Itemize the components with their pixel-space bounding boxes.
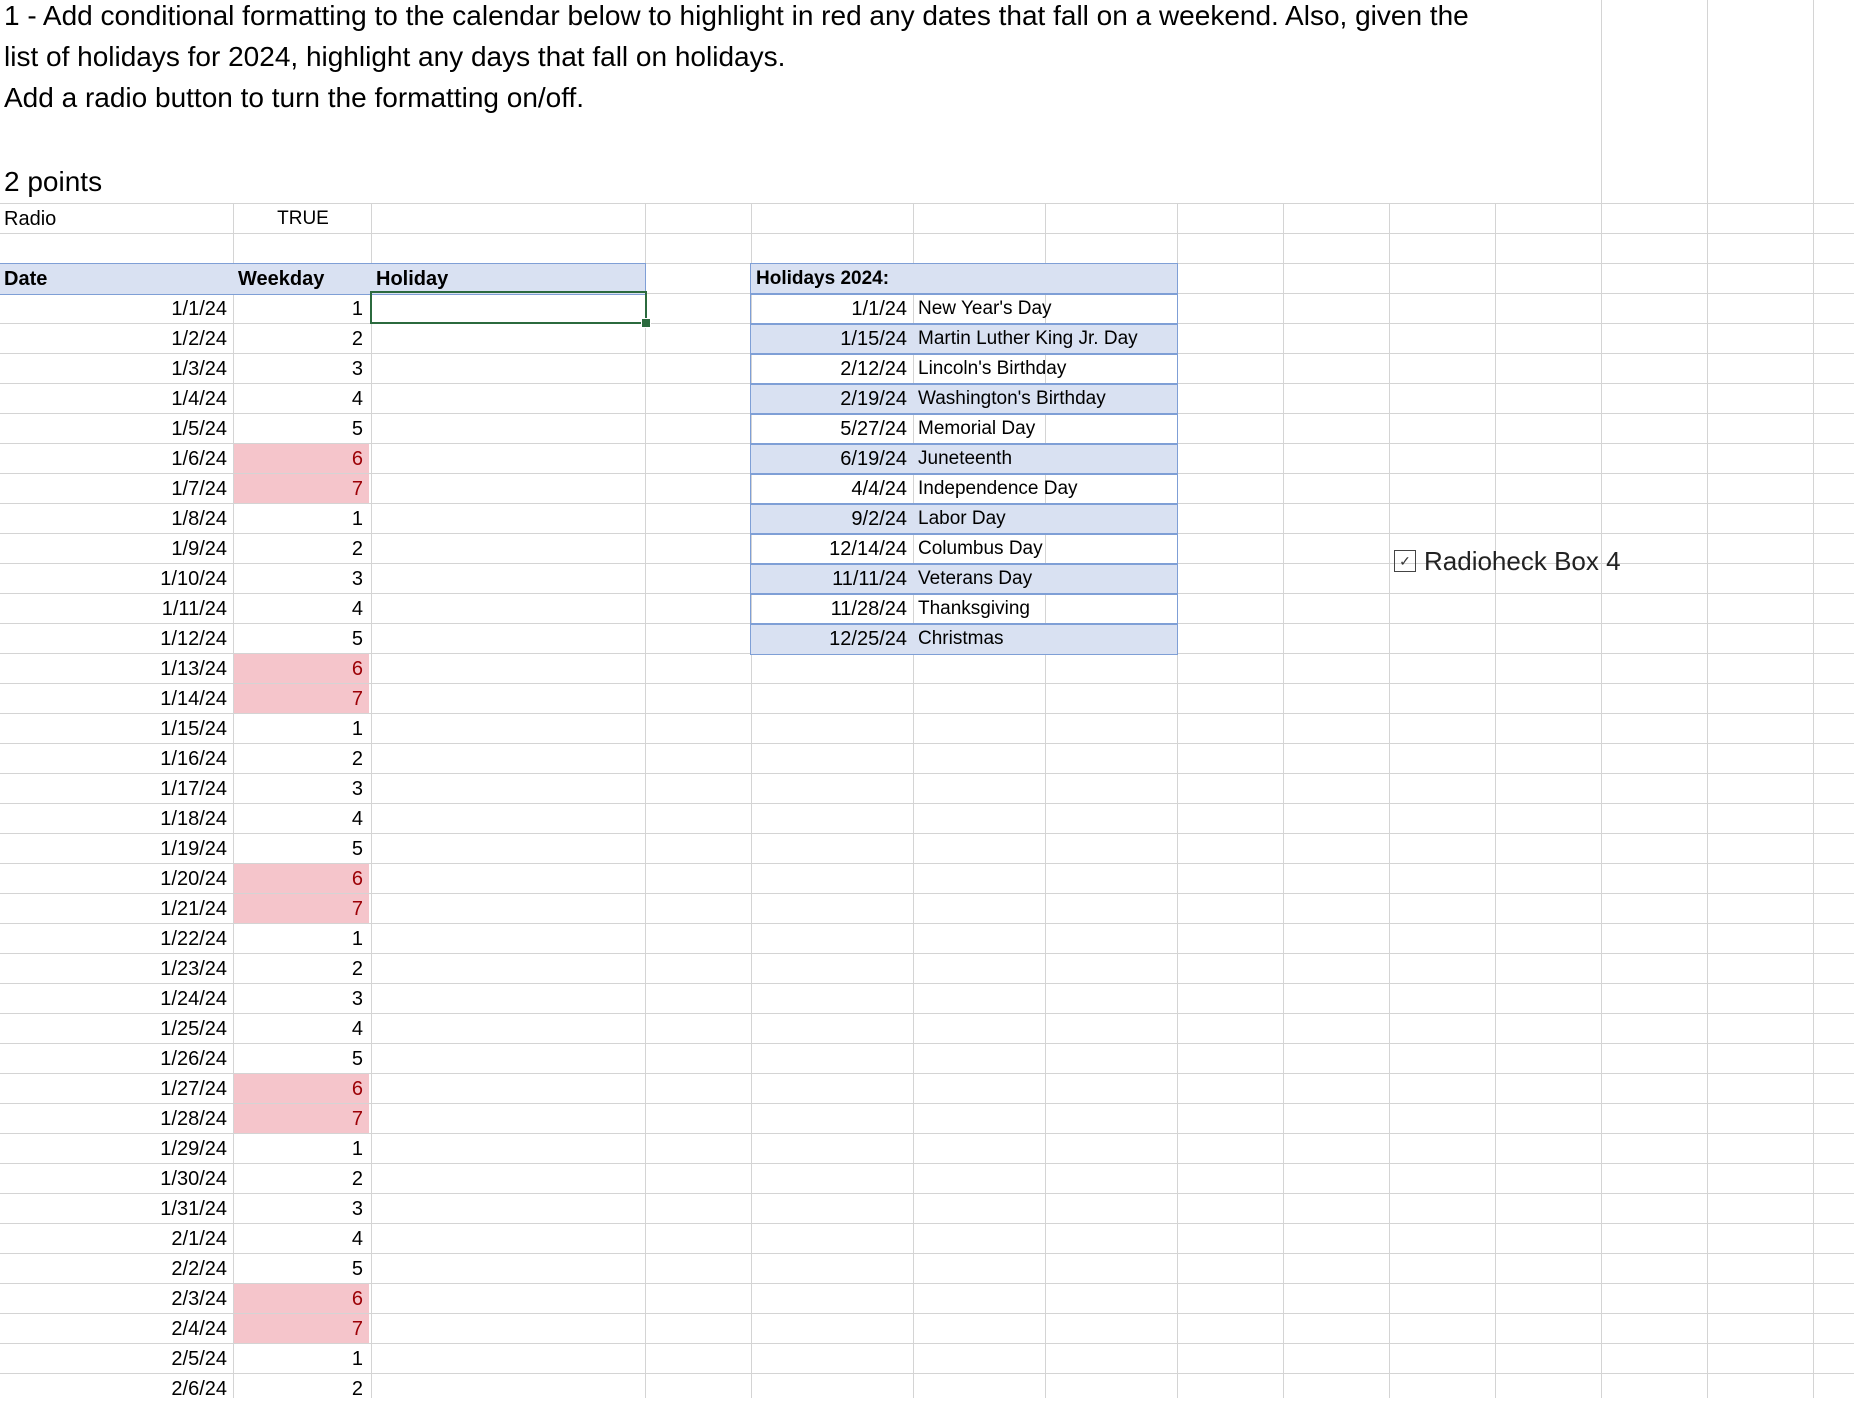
holiday-name-cell[interactable]: Columbus Day xyxy=(918,538,1043,559)
holiday-date-cell[interactable]: 1/1/24 xyxy=(851,298,907,320)
weekday-cell[interactable]: 1 xyxy=(351,1348,363,1370)
weekday-cell[interactable]: 5 xyxy=(351,628,363,650)
weekday-cell[interactable]: 3 xyxy=(351,1198,363,1220)
weekday-cell[interactable]: 3 xyxy=(351,988,363,1010)
holiday-name-cell[interactable]: Washington's Birthday xyxy=(918,388,1106,409)
holiday-row-border xyxy=(751,473,1177,475)
weekday-cell[interactable]: 4 xyxy=(351,598,363,620)
weekday-cell-weekend[interactable]: 7 xyxy=(234,474,369,503)
calendar-date-cell[interactable]: 1/13/24 xyxy=(160,658,227,680)
weekday-cell-weekend[interactable]: 7 xyxy=(234,1314,369,1343)
holiday-row-border xyxy=(751,533,1177,535)
calendar-date-cell[interactable]: 1/4/24 xyxy=(171,388,227,410)
calendar-date-cell[interactable]: 1/7/24 xyxy=(171,478,227,500)
calendar-date-cell[interactable]: 2/2/24 xyxy=(171,1258,227,1280)
holiday-name-cell[interactable]: Memorial Day xyxy=(918,418,1036,439)
holiday-name-cell[interactable]: Labor Day xyxy=(918,508,1006,529)
holiday-row-border xyxy=(751,443,1177,445)
instruction-line-2: list of holidays for 2024, highlight any days that fall on holidays. xyxy=(4,41,786,72)
column-gridline xyxy=(1601,0,1602,1398)
holiday-name-cell[interactable]: Thanksgiving xyxy=(918,598,1030,619)
weekday-cell[interactable]: 4 xyxy=(351,1018,363,1040)
calendar-date-cell[interactable]: 2/4/24 xyxy=(171,1318,227,1340)
weekday-cell-weekend[interactable]: 7 xyxy=(234,1104,369,1133)
holiday-name-cell[interactable]: Lincoln's Birthday xyxy=(918,358,1067,379)
calendar-date-cell[interactable]: 1/28/24 xyxy=(160,1108,227,1130)
holiday-row-border xyxy=(751,353,1177,355)
weekday-cell[interactable]: 5 xyxy=(351,1048,363,1070)
holiday-date-cell[interactable]: 2/19/24 xyxy=(840,388,907,410)
weekday-cell[interactable]: 2 xyxy=(351,328,363,350)
holiday-date-cell[interactable]: 4/4/24 xyxy=(851,478,907,500)
holidays-title[interactable]: Holidays 2024: xyxy=(756,268,890,289)
instruction-line-1: 1 - Add conditional formatting to the calendar below to highlight in red any dates that fall on a weekend. Also, given the xyxy=(4,0,1469,31)
weekday-cell[interactable]: 4 xyxy=(351,388,363,410)
holiday-date-cell[interactable]: 1/15/24 xyxy=(840,328,907,350)
weekday-cell-weekend[interactable]: 7 xyxy=(234,894,369,923)
fill-handle[interactable] xyxy=(641,318,651,328)
calendar-date-cell[interactable]: 1/25/24 xyxy=(160,1018,227,1040)
holiday-date-cell[interactable]: 5/27/24 xyxy=(840,418,907,440)
holiday-row-border xyxy=(751,503,1177,505)
radio-value-cell[interactable]: TRUE xyxy=(277,208,329,229)
column-gridline xyxy=(1813,0,1814,1398)
weekday-cell[interactable]: 3 xyxy=(351,778,363,800)
holiday-date-cell[interactable]: 12/14/24 xyxy=(829,538,907,560)
calendar-date-cell[interactable]: 1/2/24 xyxy=(171,328,227,350)
holiday-name-cell[interactable]: Christmas xyxy=(918,628,1004,649)
weekday-cell-weekend[interactable]: 6 xyxy=(234,444,369,473)
weekday-cell[interactable]: 1 xyxy=(351,1138,363,1160)
calendar-date-cell[interactable]: 1/23/24 xyxy=(160,958,227,980)
holiday-date-cell[interactable]: 12/25/24 xyxy=(829,628,907,650)
calendar-date-cell[interactable]: 2/1/24 xyxy=(171,1228,227,1250)
calendar-date-cell[interactable]: 1/26/24 xyxy=(160,1048,227,1070)
date-column-header[interactable]: Date xyxy=(4,268,48,290)
weekday-cell[interactable]: 2 xyxy=(351,538,363,560)
instruction-line-3: Add a radio button to turn the formatting on/off. xyxy=(4,82,585,113)
weekday-cell[interactable]: 2 xyxy=(351,1168,363,1190)
calendar-date-cell[interactable]: 1/18/24 xyxy=(160,808,227,830)
calendar-date-cell[interactable]: 1/19/24 xyxy=(160,838,227,860)
weekday-cell[interactable]: 4 xyxy=(351,808,363,830)
holiday-date-cell[interactable]: 11/11/24 xyxy=(832,568,907,590)
radio-label-cell[interactable]: Radio xyxy=(4,208,57,230)
calendar-date-cell[interactable]: 1/14/24 xyxy=(160,688,227,710)
weekday-column-header[interactable]: Weekday xyxy=(238,268,325,290)
holidays-table-border xyxy=(750,263,1178,655)
weekday-cell[interactable]: 3 xyxy=(351,568,363,590)
calendar-date-cell[interactable]: 1/16/24 xyxy=(160,748,227,770)
weekday-cell[interactable]: 1 xyxy=(351,718,363,740)
points-label: 2 points xyxy=(4,166,103,197)
weekday-cell[interactable]: 2 xyxy=(351,1378,363,1400)
weekday-cell[interactable]: 1 xyxy=(351,298,363,320)
weekday-cell[interactable]: 1 xyxy=(351,508,363,530)
calendar-date-cell[interactable]: 1/11/24 xyxy=(161,598,227,620)
weekday-cell[interactable]: 5 xyxy=(351,838,363,860)
holiday-date-cell[interactable]: 2/12/24 xyxy=(840,358,907,380)
weekday-cell-weekend[interactable]: 6 xyxy=(234,654,369,683)
holiday-name-cell[interactable]: Martin Luther King Jr. Day xyxy=(918,328,1138,349)
holiday-date-cell[interactable]: 6/19/24 xyxy=(840,448,907,470)
weekday-cell[interactable]: 5 xyxy=(351,1258,363,1280)
holiday-column-header[interactable]: Holiday xyxy=(376,268,449,290)
holiday-name-cell[interactable]: Veterans Day xyxy=(918,568,1033,589)
holiday-row-border xyxy=(751,293,1177,295)
holiday-row-border xyxy=(751,413,1177,415)
weekday-cell-weekend[interactable]: 6 xyxy=(234,864,369,893)
calendar-date-cell[interactable]: 1/31/24 xyxy=(160,1198,227,1220)
holiday-row-border xyxy=(751,623,1177,625)
weekday-cell[interactable]: 4 xyxy=(351,1228,363,1250)
weekday-cell-weekend[interactable]: 6 xyxy=(234,1074,369,1103)
checkbox-icon[interactable]: ✓ xyxy=(1394,550,1416,572)
holiday-row-border xyxy=(751,323,1177,325)
calendar-date-cell[interactable]: 1/9/24 xyxy=(171,538,227,560)
calendar-date-cell[interactable]: 2/3/24 xyxy=(171,1288,227,1310)
weekday-cell-weekend[interactable]: 7 xyxy=(234,684,369,713)
holiday-name-cell[interactable]: New Year's Day xyxy=(918,298,1052,319)
calendar-date-cell[interactable]: 1/5/24 xyxy=(171,418,227,440)
holiday-row-border xyxy=(751,593,1177,595)
weekday-cell[interactable]: 2 xyxy=(351,958,363,980)
column-gridline xyxy=(1707,0,1708,1398)
calendar-date-cell[interactable]: 1/1/24 xyxy=(171,298,227,320)
calendar-date-cell[interactable]: 1/20/24 xyxy=(160,868,227,890)
calendar-date-cell[interactable]: 1/27/24 xyxy=(160,1078,227,1100)
holiday-date-cell[interactable]: 11/28/24 xyxy=(830,598,907,620)
calendar-date-cell[interactable]: 1/10/24 xyxy=(160,568,227,590)
weekday-cell[interactable]: 2 xyxy=(351,748,363,770)
selected-cell-holiday[interactable] xyxy=(370,291,647,324)
calendar-date-cell[interactable]: 1/6/24 xyxy=(171,448,227,470)
calendar-date-cell[interactable]: 1/17/24 xyxy=(160,778,227,800)
holiday-name-cell[interactable]: Juneteenth xyxy=(918,448,1013,469)
weekday-cell[interactable]: 3 xyxy=(351,358,363,380)
calendar-date-cell[interactable]: 2/5/24 xyxy=(171,1348,227,1370)
holiday-name-cell[interactable]: Independence Day xyxy=(918,478,1078,499)
calendar-date-cell[interactable]: 1/15/24 xyxy=(160,718,227,740)
calendar-date-cell[interactable]: 1/30/24 xyxy=(160,1168,227,1190)
calendar-date-cell[interactable]: 1/8/24 xyxy=(171,508,227,530)
weekday-cell[interactable]: 5 xyxy=(351,418,363,440)
calendar-date-cell[interactable]: 2/6/24 xyxy=(171,1378,227,1400)
holiday-date-cell[interactable]: 9/2/24 xyxy=(851,508,907,530)
holiday-row-border xyxy=(751,563,1177,565)
calendar-date-cell[interactable]: 1/29/24 xyxy=(160,1138,227,1160)
weekday-cell[interactable]: 1 xyxy=(351,928,363,950)
calendar-date-cell[interactable]: 1/22/24 xyxy=(160,928,227,950)
checkbox-label[interactable]: Radioheck Box 4 xyxy=(1424,546,1621,576)
holiday-row-border xyxy=(751,383,1177,385)
weekday-cell-weekend[interactable]: 6 xyxy=(234,1284,369,1313)
calendar-date-cell[interactable]: 1/3/24 xyxy=(171,358,227,380)
calendar-date-cell[interactable]: 1/21/24 xyxy=(160,898,227,920)
calendar-date-cell[interactable]: 1/12/24 xyxy=(160,628,227,650)
calendar-date-cell[interactable]: 1/24/24 xyxy=(160,988,227,1010)
